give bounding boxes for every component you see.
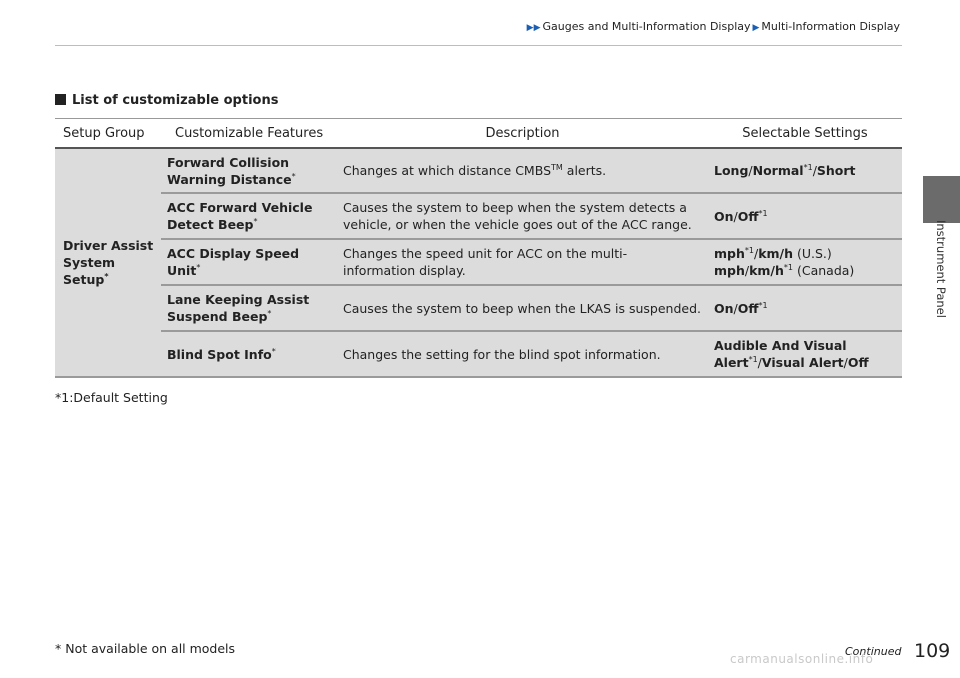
continued-label: Continued: [845, 645, 902, 658]
column-header: Customizable Features: [161, 119, 337, 149]
page-number: 109: [914, 640, 951, 662]
arrow-icon: ▶: [752, 23, 760, 33]
table-row: [55, 193, 902, 239]
description-cell: Changes at which distance CMBS™ alerts.: [337, 148, 708, 193]
description-cell: Causes the system to beep when the system detects a vehicle, or when the vehicle goes out of the ACC range.: [337, 193, 708, 239]
column-header: Description: [337, 119, 708, 149]
availability-note: * Not available on all models: [55, 641, 236, 656]
table-row: [55, 148, 902, 193]
breadcrumb: [0, 20, 900, 33]
breadcrumb-item[interactable]: Gauges and Multi-Information Display: [542, 20, 751, 33]
settings-cell: On/Off$^{*1}$: [708, 193, 902, 239]
breadcrumb-item[interactable]: Multi-Information Display: [761, 20, 900, 33]
description-cell: Changes the speed unit for ACC on the multi- information display.: [337, 239, 708, 285]
settings-cell: Audible And Visual Alert$^{*1}$/Visual Alert/Off: [708, 331, 902, 377]
header-divider: [55, 45, 902, 46]
options-table: [55, 118, 902, 378]
description-cell: Changes the setting for the blind spot information.: [337, 331, 708, 377]
feature-cell: Forward Collision Warning Distance*: [161, 148, 337, 193]
settings-cell: Long/Normal$^{*1}$/Short: [708, 148, 902, 193]
double-arrow-icon: ▶▶: [526, 23, 541, 33]
section-heading: [55, 93, 278, 108]
feature-cell: Lane Keeping Assist Suspend Beep*: [161, 285, 337, 331]
description-cell: Causes the system to beep when the LKAS is suspended.: [337, 285, 708, 331]
table-row: [55, 239, 902, 285]
settings-cell: mph$^{*1}$/km/h (U.S.) mph/$km/h^{*1}$ (Canada): [708, 239, 902, 285]
watermark: carmanualsonline.info: [730, 652, 874, 666]
table-header-row: [55, 119, 902, 149]
feature-cell: Blind Spot Info*: [161, 331, 337, 377]
column-header: Selectable Settings: [708, 119, 902, 149]
chapter-tab: [923, 176, 960, 223]
default-setting-footnote: *1:Default Setting: [55, 390, 168, 405]
square-bullet-icon: [55, 94, 66, 105]
feature-cell: ACC Display Speed Unit*: [161, 239, 337, 285]
feature-cell: ACC Forward Vehicle Detect Beep*: [161, 193, 337, 239]
table-row: [55, 331, 902, 377]
setup-group-cell: Driver Assist System Setup*: [55, 148, 161, 377]
section-title: List of customizable options: [72, 93, 279, 108]
table-row: [55, 285, 902, 331]
settings-cell: On/Off$^{*1}$: [708, 285, 902, 331]
column-header: Setup Group: [55, 119, 161, 149]
chapter-label: Instrument Panel: [934, 220, 948, 318]
